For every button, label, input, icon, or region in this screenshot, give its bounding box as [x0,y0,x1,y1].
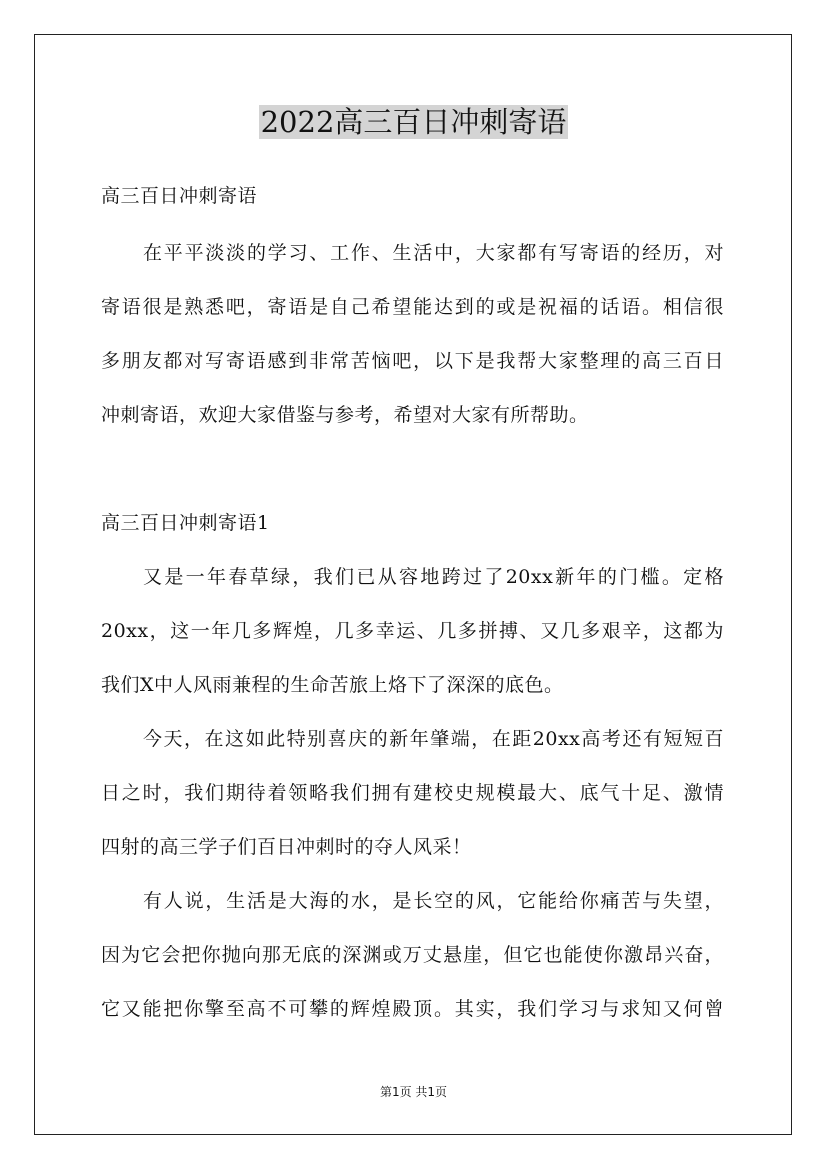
paragraph-line: 有人说，生活是大海的水，是长空的风，它能给你痛苦与失望， [143,890,724,912]
paragraph-line: 它又能把你擎至高不可攀的辉煌殿顶。其实，我们学习与求知又何曾 [101,998,724,1020]
paragraph-line: 四射的高三学子们百日冲刺时的夺人风采！ [101,836,472,858]
document-title: 2022高三百日冲刺寄语 [260,105,567,139]
paragraph-line: 20xx，这一年几多辉煌，几多幸运、几多拼搏、又几多艰辛，这都为 [101,620,724,642]
paragraph-line: 日之时，我们期待着领略我们拥有建校史规模最大、底气十足、激情 [101,782,724,804]
paragraph-line: 多朋友都对写寄语感到非常苦恼吧，以下是我帮大家整理的高三百日 [101,350,724,372]
paragraph-line: 我们X中人风雨兼程的生命苦旅上烙下了深深的底色。 [101,674,564,696]
paragraph-line: 又是一年春草绿，我们已从容地跨过了20xx新年的门槛。定格 [143,566,724,588]
paragraph-line: 今天，在这如此特别喜庆的新年肇端，在距20xx高考还有短短百 [143,728,724,750]
paragraph-line: 在平平淡淡的学习、工作、生活中，大家都有写寄语的经历，对 [143,242,724,264]
paragraph-line: 寄语很是熟悉吧，寄语是自己希望能达到的或是祝福的话语。相信很 [101,296,724,318]
page-footer: 第1页 共1页 [379,1085,448,1099]
paragraph-line: 因为它会把你抛向那无底的深渊或万丈悬崖，但它也能使你激昂兴奋， [101,944,724,966]
paragraph-line: 冲刺寄语，欢迎大家借鉴与参考，希望对大家有所帮助。 [101,404,589,426]
section-heading: 高三百日冲刺寄语 [101,185,258,207]
section-heading: 高三百日冲刺寄语1 [101,512,270,534]
